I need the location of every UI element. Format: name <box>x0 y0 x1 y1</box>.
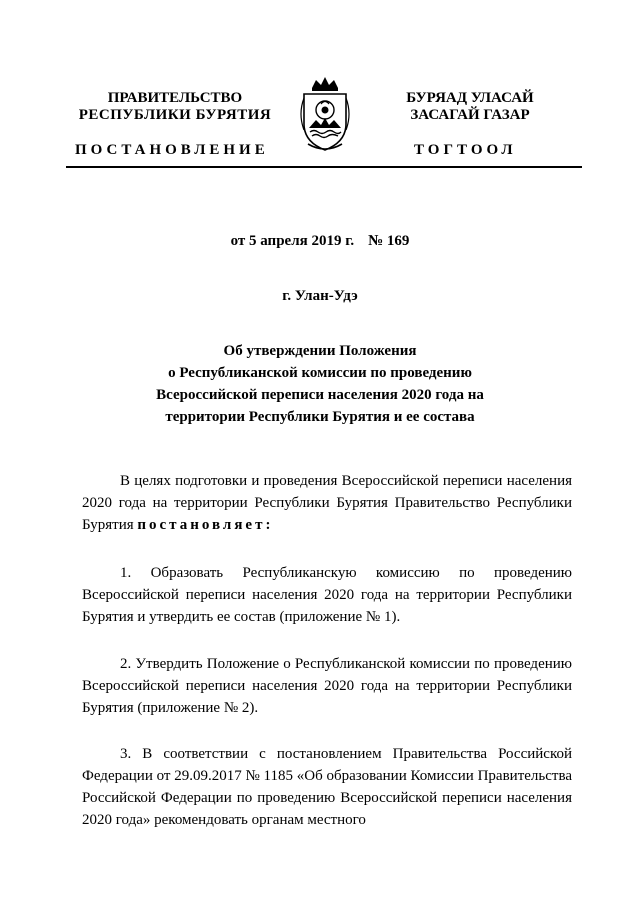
decree-word: постановляет: <box>137 517 274 533</box>
document-number: № 169 <box>368 233 410 249</box>
paragraph-item-3 <box>82 743 572 831</box>
header-right-line1: БУРЯАД УЛАСАЙ <box>406 90 534 106</box>
doc-type-russian: ПОСТАНОВЛЕНИЕ <box>75 142 269 158</box>
title-line2: о Республиканской комиссии по проведению <box>168 365 472 381</box>
coat-of-arms-emblem <box>294 74 356 154</box>
header-left-line1: ПРАВИТЕЛЬСТВО <box>107 90 243 106</box>
document-date: от 5 апреля 2019 г. <box>230 233 355 249</box>
paragraph-preamble <box>82 470 572 536</box>
preamble-text: В целях подготовки и проведения Всероссийской переписи населения 2020 года на территории Республики Бурятия Правительство Республики Бурятия <box>82 473 572 533</box>
doc-type-buryat: ТОГТООЛ <box>414 142 517 158</box>
paragraph-item-1 <box>82 562 572 628</box>
header-right <box>375 90 565 124</box>
paragraph-item-2 <box>82 653 572 719</box>
header-left-line2: РЕСПУБЛИКИ БУРЯТИЯ <box>78 107 272 123</box>
header-right-line2: ЗАСАГАЙ ГАЗАР <box>410 107 530 123</box>
item-3-text: 3. В соответствии с постановлением Правительства Российской Федерации от 29.09.2017 № 1185 «Об образовании Комиссии Правительства Российской Федерации по проведению Всероссийской переписи населения 2020 года» рекомендовать органам местного <box>82 746 572 828</box>
document-title <box>0 340 640 428</box>
city: г. Улан-Удэ <box>282 288 358 304</box>
item-1-text: 1. Образовать Республиканскую комиссию по проведению Всероссийской переписи населения 2020 года на территории Республики Бурятия и утвердить ее состав (приложение № 1). <box>82 565 572 625</box>
title-line3: Всероссийской переписи населения 2020 года на <box>156 387 484 403</box>
header-divider <box>66 166 582 168</box>
header-left <box>70 90 280 124</box>
title-line4: территории Республики Бурятия и ее состава <box>165 409 475 425</box>
title-line1: Об утверждении Положения <box>223 343 417 359</box>
date-number-line <box>0 233 640 250</box>
item-2-text: 2. Утвердить Положение о Республиканской комиссии по проведению Всероссийской переписи населения 2020 года на территории Республики Бурятия (приложение № 2). <box>82 656 572 716</box>
